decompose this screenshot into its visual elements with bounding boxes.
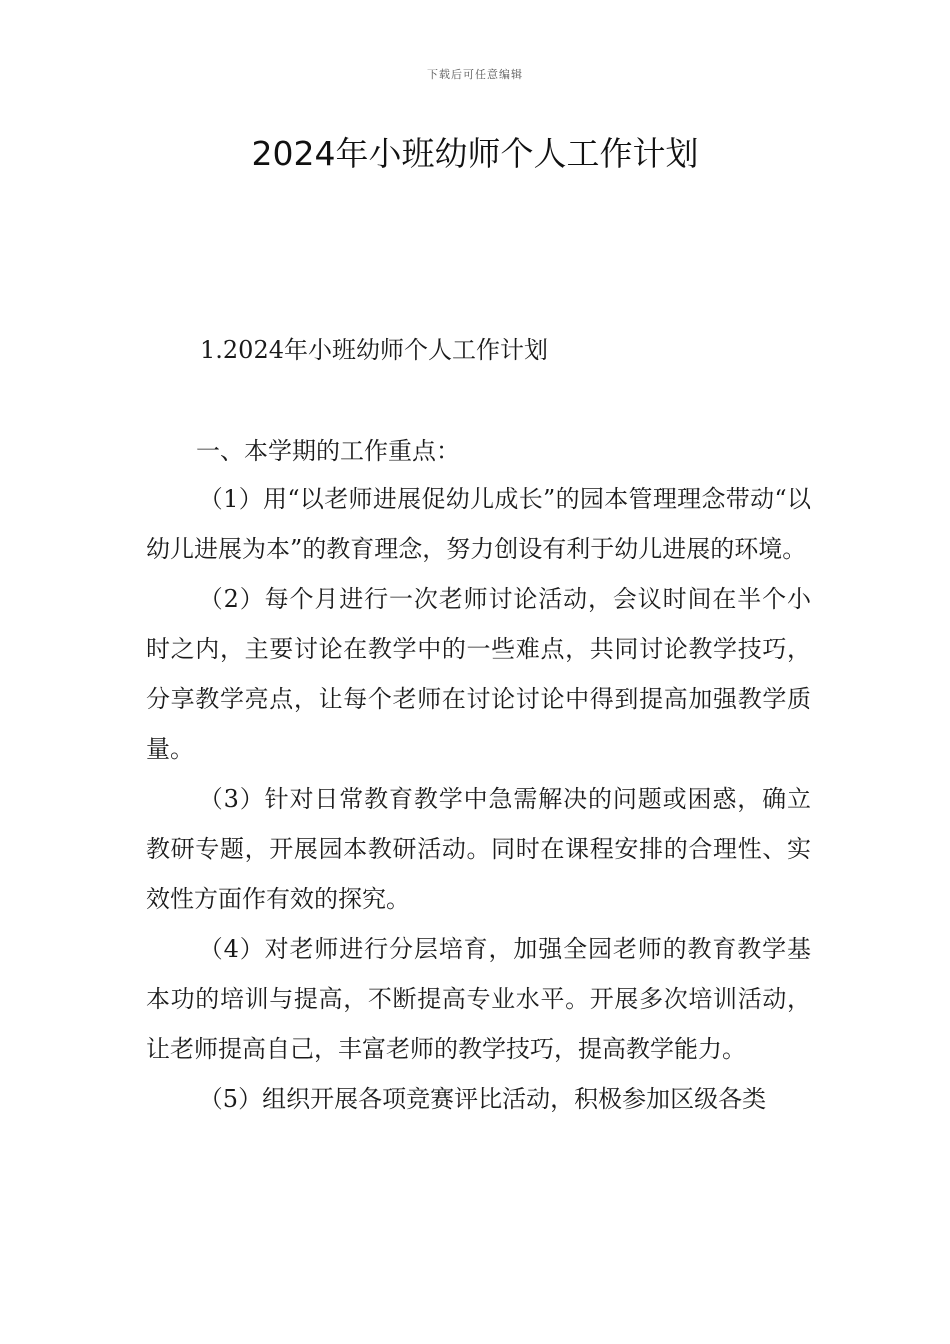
document-body	[146, 474, 811, 1124]
document-subtitle: 1.2024年小班幼师个人工作计划	[200, 336, 548, 364]
paragraph-3: （3）针对日常教育教学中急需解决的问题或困惑，确立教研专题，开展园本教研活动。同时在课程安排的合理性、实效性方面作有效的探究。	[146, 785, 811, 913]
section-heading: 一、本学期的工作重点：	[196, 437, 460, 465]
paragraph-4: （4）对老师进行分层培育，加强全园老师的教育教学基本功的培训与提高，不断提高专业水平。开展多次培训活动，让老师提高自己，丰富老师的教学技巧，提高教学能力。	[146, 935, 811, 1063]
document-title: 2024年小班幼师个人工作计划	[251, 134, 699, 173]
paragraph-1: （1）用“以老师进展促幼儿成长”的园本管理理念带动“以幼儿进展为本”的教育理念，努力创设有利于幼儿进展的环境。	[146, 485, 811, 563]
paragraph-2: （2）每个月进行一次老师讨论活动，会议时间在半个小时之内，主要讨论在教学中的一些难点，共同讨论教学技巧，分享教学亮点，让每个老师在讨论讨论中得到提高加强教学质量。	[146, 585, 811, 763]
header-note: 下载后可任意编辑	[427, 68, 523, 81]
paragraph-5: （5）组织开展各项竞赛评比活动，积极参加区级各类	[198, 1085, 767, 1113]
